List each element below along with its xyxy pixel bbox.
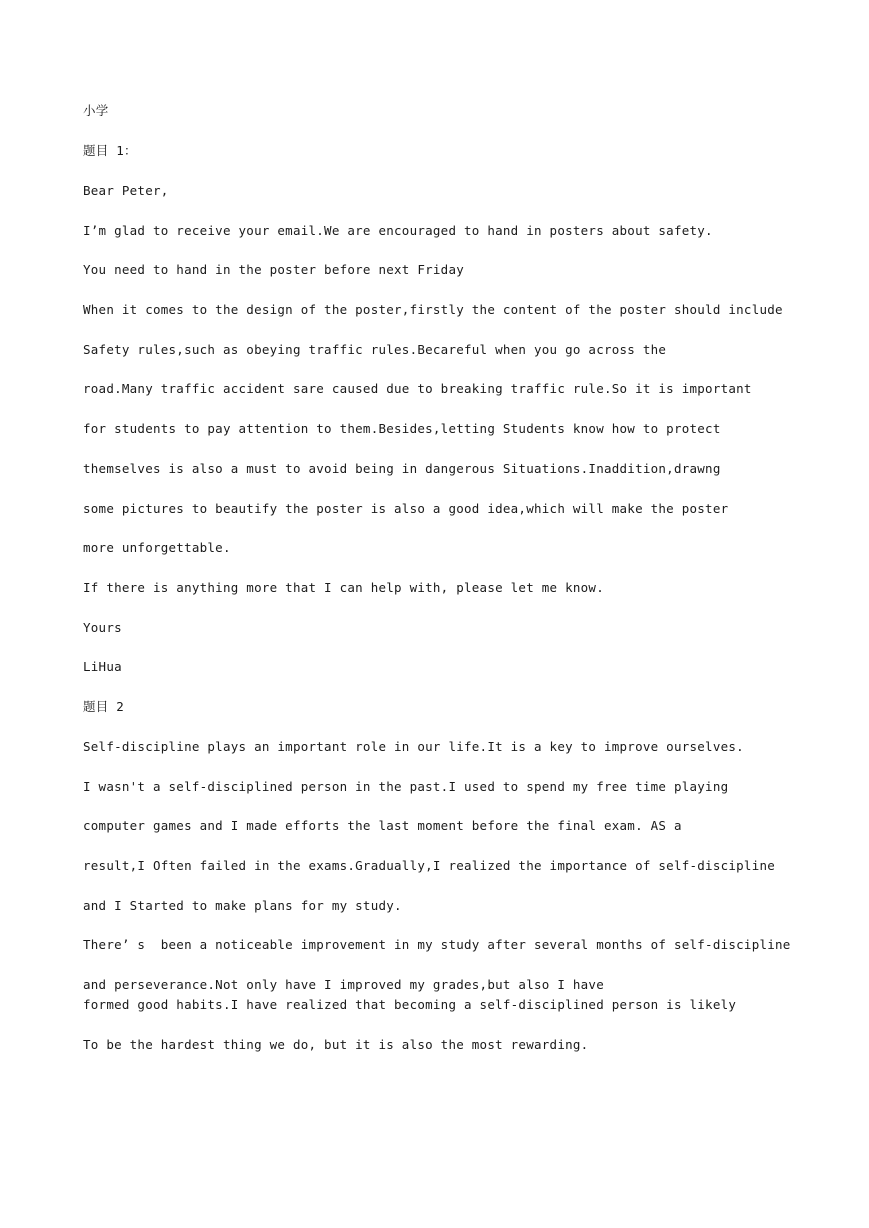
question-2-heading: 题目 2 bbox=[83, 699, 125, 714]
essay-line: and I Started to make plans for my study. bbox=[83, 898, 402, 913]
letter-line: road.Many traffic accident sare caused due to breaking traffic rule.So it is important bbox=[83, 381, 752, 396]
letter-line: You need to hand in the poster before next Friday bbox=[83, 262, 465, 277]
letter-line: more unforgettable. bbox=[83, 540, 231, 555]
letter-line: for students to pay attention to them.Besides,letting Students know how to protect bbox=[83, 421, 721, 436]
letter-line: themselves is also a must to avoid being in dangerous Situations.Inaddition,drawng bbox=[83, 461, 721, 476]
question-1-heading: 题目 1： bbox=[83, 143, 137, 158]
essay-line: result,I Often failed in the exams.Gradually,I realized the importance of self-discipline bbox=[83, 858, 776, 873]
letter-line: When it comes to the design of the poster,firstly the content of the poster should include bbox=[83, 302, 783, 317]
letter-line: I’m glad to receive your email.We are encouraged to hand in posters about safety. bbox=[83, 223, 713, 238]
essay-line: Self-discipline plays an important role in our life.It is a key to improve ourselves. bbox=[83, 739, 744, 754]
letter-signature: LiHua bbox=[83, 659, 122, 674]
letter-line: some pictures to beautify the poster is also a good idea,which will make the poster bbox=[83, 501, 729, 516]
letter-signoff: Yours bbox=[83, 620, 122, 635]
letter-line: Safety rules,such as obeying traffic rules.Becareful when you go across the bbox=[83, 342, 667, 357]
letter-closing-line: If there is anything more that I can help with, please let me know. bbox=[83, 580, 604, 595]
essay-line: To be the hardest thing we do, but it is also the most rewarding. bbox=[83, 1037, 589, 1052]
essay-line: formed good habits.I have realized that becoming a self-disciplined person is likely bbox=[83, 997, 737, 1012]
essay-line: There’ s been a noticeable improvement in my study after several months of self-discipline bbox=[83, 937, 791, 952]
essay-line: I wasn't a self-disciplined person in the past.I used to spend my free time playing bbox=[83, 779, 729, 794]
grade-heading: 小学 bbox=[83, 103, 109, 118]
essay-line: and perseverance.Not only have I improved my grades,but also I have bbox=[83, 977, 604, 992]
letter-salutation: Bear Peter, bbox=[83, 183, 169, 198]
essay-line: computer games and I made efforts the last moment before the final exam. AS a bbox=[83, 818, 682, 833]
